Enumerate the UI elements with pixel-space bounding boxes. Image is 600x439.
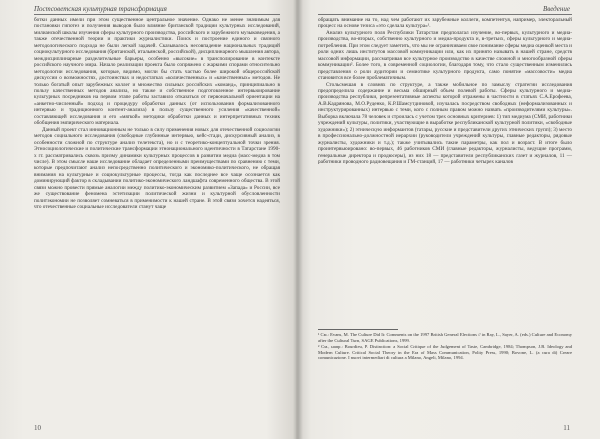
running-header-left: Постсоветская культурная трансформация <box>34 5 167 13</box>
footnote-rule <box>318 329 398 330</box>
header-rule-right <box>318 14 572 15</box>
paragraph: ботки данных имели при этом существенное центральное значение. Однако не менее значимым для постановки гипотез и получения выводов было влияние британской традиции культурных исследований, милианской школы изучения сферы культурного производства, российского и зарубежного музыковедения, а также отечественной теории и практики журналистики. Поиск и построение единого и связного методологического подхода не были легкой задачей. Сказывалось несовпадение национальных традиций социокультурного исследования (британской, итальянской, российской), дисциплинарного мышления автора, междисциплинарные разделительные барьеры, особенно «высокие» в трансполирование в контексте российского научного мира. Начало реализации проекта было сопряжено с жаркими спорами относительно методологии исследования, которые, видимо, могли бы стать частью более широкой общероссийской дискуссии о возможностях, достоинствах и недостатках «количественных» и «качественных» методов. Не только богатый опыт зарубежных коллег и множество сильных российских «команд», принципиально в пользу качественных методов анализа, но также и собственное подготовленное интервьюирование культурных посредников на первом этапе работы заставило отказаться от первоначальной ориентации на «анкетно-численный» подход и процедуру обработки данных (от использования формализованного интервью и традиционного контент-анализа) в пользу существенного усиления «качественной» составляющей исследования и его «мягкой» методики обработки данных и интерпретативных техник обобщения эмпирического материала. <box>34 17 280 127</box>
paragraph: Стольсмешая в словнях по структуре, а также мобильное по замыслу стратегии исследования предопределила содержание и весьма обширный объем полевой работы. Сферы культурного и медиа-производства республики, репрезентативные аспекты которой отражены в частности в статьях С.А.Ерофеева, А.В.Кадрянова, М.О.Руденко, К.Р.Шамсутдиновой, изучалась посредством свободных (неформализованных и инструктурированных) интервью с теми, кого с полным правом можно назвать «производителями культуры». Выборка включала 78 человек и строилась с учетом трех основных критериев: 1) тип медиума (СМИ, работники учреждений культуры, политики, участвующие в выработке республиканской культурной политики, «свободные художники»); 2) этническую информантов (татары, русские и представители других этнических групп); 3) место в профессионально-должностной иерархии (руководители учреждений культуры, главные редакторы, рядовые журналисты, художники и т.д.); также учитывались такие параметры, как пол и возраст. В итоге было проинтервьюировано: во-первых, 46 работников СМИ (главные редакторы, журналисты, ведущие программ, генеральные директора и продюсеры), из них 18 — представители республиканских газет и журналов, 11 — работники проводного радиовещания и ГМ-станций, 17 — работники четырех каналов <box>318 81 572 165</box>
left-page-body <box>34 17 280 417</box>
paragraph: Анализ культурного поля Республики Татарстан предполагал изучение, во-первых, культурного и медиа-производства, во-вторых, собственно культурного и медиа-продукта и, в-третьих, сферы культурного и медиа-потребления. При этом следует заметить, что мы не ограничиваем свое понимание сферы медиа оценкой места и роли одних лишь институтов массовой коммуникации или, как их принято называть в нашей стране, средств массовой информации, рассматривая все культурное производство в качестве сложной и многообразной сферы коммуникации². Более того, в современной социологии, благодаря тому, что стало существенным изменились представления о роли аудитории и семиотике культурного продукта, само понятие «массовости» медиа становится все более проблематичным. <box>318 29 572 82</box>
paragraph: Данный проект стал инновационным не только в силу применения новых для отечественной социологии методов социального исследования (свободные глубинные интервью, кейс-стади, дискурсивный анализ, в особенности сложной по структуре анализ телетекста), но и с теоретико-концептуальной точки зрения. Этносоциологические и политические трансформации этнонационального идентичности в Татарстане 1990-х гг. рассматривались сквозь призму динамики культурных процессов в развитии медиа (масс-медиа в том числе). В этом смысле наше исследование обладает определенными преимуществами по сравнению с теми, которые предпочитают анализ непосредственно политического и экономико-политического, не обращая внимания на культурные и социокультурные процессы, тогда как последнее все чаще осознается как доминирующий фактор в складывании политико-экономического ландшафта современного общества. В этой связи можно провести прямые аналогии между политико-экономическим развитием «Запада» и России, все же существование феномена эстетизации политической жизни и культурной обусловленности политэкономии не позволяет сомневаться в применимости к нашей стране. В этой связи хочется надеяться, что отечественные социальные исследователи станут чаще <box>34 126 280 211</box>
paragraph: обращать внимание на то, над чем работают их зарубежные коллеги, компетентуя, например, электоральный процесс на основе тезиса «это сделала культура»¹. <box>318 17 572 30</box>
right-page-body <box>318 17 572 322</box>
page-number-right: 11 <box>563 424 570 432</box>
footnotes <box>318 332 572 362</box>
right-page <box>296 0 600 439</box>
page-number-left: 10 <box>34 424 41 432</box>
header-rule-left <box>34 14 280 15</box>
footnote: ¹ См.: Evans, M. The Culture Did It: Comments on the 1997 British General Elections // in Ray, L., Sayer, A. (eds.) Culture and Economy after the Cultural Turn, SAGE Publications, 1999. <box>318 332 572 343</box>
book-gutter-shadow <box>293 0 303 439</box>
footnote: ² См., напр.: Bourdieu, P. Distinction: a Social Critique of the Judgement of Taste, Cambridge, 1984; Thompson, J.B. Ideology and Modern Culture. Critical Social Theory in the Era of Mass Communication, Polity Press, 1990; Bovone, L. (a cura di) Creare comunicazione. I nuovi intermediari di cultura a Milano, Angeli, Milano, 1994. <box>318 344 572 360</box>
running-header-right: Введение <box>542 5 570 13</box>
left-page <box>0 0 296 439</box>
